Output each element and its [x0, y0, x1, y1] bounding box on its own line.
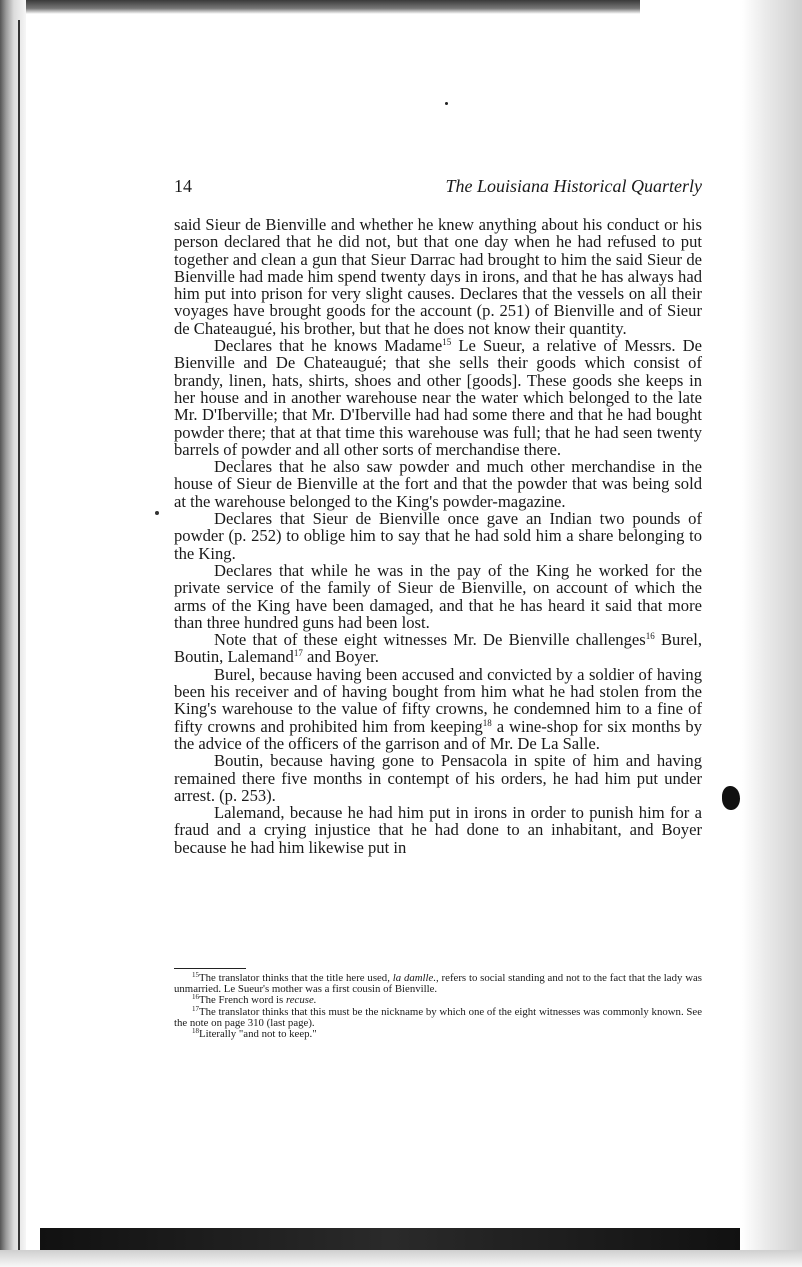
paragraph: Note that of these eight witnesses Mr. De Bienville challenges$^{16}$ Burel, Boutin, Lalemand$^{17}$ and Boyer. [174, 630, 702, 667]
footnote-ref: 16 [645, 631, 655, 642]
page-header [174, 176, 702, 198]
paragraph: Burel, because having been accused and convicted by a soldier of having been his receiver and of having bought from him what he had stolen from the King's warehouse to the value of fifty crowns, he condemned him to a fine of fifty crowns and prohibited him from keeping$^{18}$ a wine-shop for six months by the advice of the officers of the garrison and of Mr. De La Salle. [174, 664, 702, 753]
footnote: $^{15}$The translator thinks that the title here used, la damlle., refers to social standing and not to the fact that the lady was unmarried. Le Sueur's mother was a first cousin of Bienville. [174, 971, 702, 996]
running-title: The Louisiana Historical Quarterly [445, 176, 702, 196]
scan-right-edge [742, 0, 802, 1267]
body-text [174, 216, 702, 856]
footnotes [174, 973, 702, 1040]
paragraph: Declares that while he was in the pay of the King he worked for the private service of the family of Sieur de Bienville, on account of which the arms of the King have been damaged, and that he has heard it said that more than three hundred guns had been lost. [174, 560, 702, 632]
footnote-rule [174, 968, 246, 969]
scan-bottom-shadow [0, 1250, 802, 1267]
footnote: $^{18}$Literally "and not to keep." [192, 1027, 317, 1041]
scan-left-edge [0, 0, 26, 1267]
scan-bottom-bar [40, 1228, 740, 1250]
paragraph: Declares that Sieur de Bienville once gave an Indian two pounds of powder (p. 252) to oblige him to say that he had sold him a share belonging to the King. [174, 509, 702, 563]
paragraph: Declares that he knows Madame$^{15}$ Le Sueur, a relative of Messrs. De Bienville and De Chateaugué; that she sells their goods which consist of brandy, linen, hats, shirts, shoes and other [goods]. These goods she keeps in her house and in another warehouse near the water which belonged to the late Mr. D'Iberville; that Mr. D'Iberville had had some there and that he had bought powder there; that at that time this warehouse was full; that he had seen twenty barrels of powder and all other sorts of merchandise there. [174, 336, 702, 459]
page-number: 14 [174, 176, 192, 196]
paragraph: Boutin, because having gone to Pensacola in spite of him and having remained there five months in contempt of his orders, he had him put under arrest. (p. 253). [174, 751, 702, 805]
footnote: $^{17}$The translator thinks that this must be the nickname by which one of the eight witnesses was commonly known. See the note on page 310 (last page). [174, 1004, 702, 1029]
binding-line [18, 20, 20, 1250]
margin-mark [155, 511, 159, 515]
ink-speck [445, 102, 448, 105]
footnote-ref: 17 [293, 648, 303, 659]
footnote: $^{16}$The French word is recuse. [192, 993, 317, 1007]
paragraph: said Sieur de Bienville and whether he knew anything about his conduct or his person declared that he did not, but that one day when he had refused to put together and clean a gun that Sieur Darrac had brought to him the said Sieur de Bienville had made him spend twenty days in irons, and that he has always had him put into prison for very slight causes. Declares that the vessels on all their voyages have brought goods for the account (p. 251) of Bienville and of Sieur de Chateaugué, his brother, but that he does not know their quantity. [174, 215, 702, 338]
footnote-ref: 18 [482, 717, 492, 728]
footnote-ref: 15 [442, 337, 452, 348]
ink-blot [722, 786, 740, 810]
paragraph: Declares that he also saw powder and much other merchandise in the house of Sieur de Bienville at the fort and that the powder that was being sold at the warehouse belonged to the King's powder-magazine. [174, 457, 702, 511]
paragraph: Lalemand, because he had him put in irons in order to punish him for a fraud and a crying injustice that he had done to an inhabitant, and Boyer because he had him likewise put in [174, 803, 702, 857]
scan-top-shadow [0, 0, 640, 14]
